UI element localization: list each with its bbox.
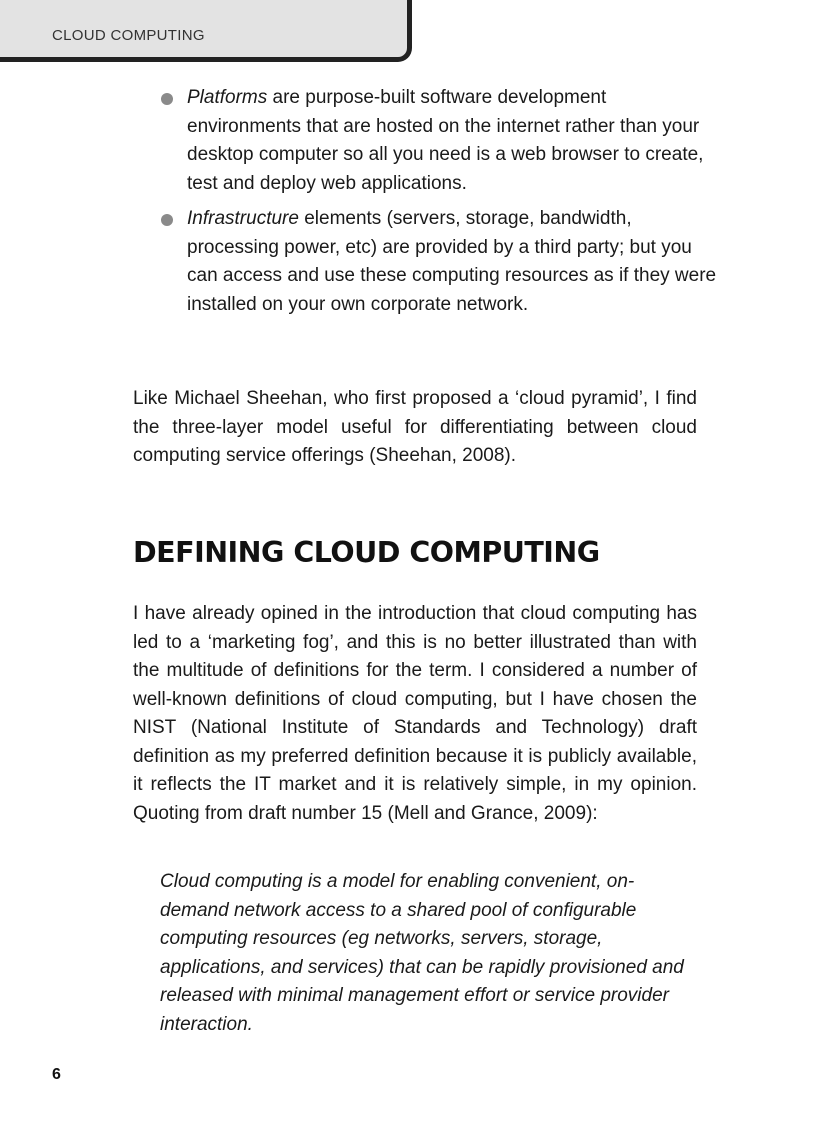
page-number: 6 xyxy=(52,1066,61,1083)
section-heading: DEFINING CLOUD COMPUTING xyxy=(133,536,600,569)
bullet-text: elements (servers, storage, bandwidth, processing power, etc) are provided by a third party; but you can access and use these computing resources as if they were installed on your own corporate network. xyxy=(187,208,717,315)
running-header xyxy=(0,0,412,62)
bullet-item-platforms xyxy=(160,84,720,198)
running-header-label: CLOUD COMPUTING xyxy=(52,27,205,44)
bullet-list xyxy=(160,84,720,326)
bullet-dot-icon xyxy=(161,93,173,105)
bullet-term: Infrastructure xyxy=(187,208,299,229)
block-quote: Cloud computing is a model for enabling convenient, on-demand network access to a shared pool of configurable computing resources (eg networks, servers, storage, applications, and services) that can be rapidly provisioned and released with minimal management effort or service provider interaction. xyxy=(160,871,684,1035)
bullet-text: are purpose-built software development environments that are hosted on the internet rather than your desktop computer so all you need is a web browser to create, test and deploy web applications. xyxy=(187,87,704,194)
bullet-term: Platforms xyxy=(187,87,268,108)
bullet-item-infrastructure xyxy=(160,205,720,319)
paragraph-definitions: I have already opined in the introduction that cloud computing has led to a ‘marketing fog’, and this is no better illustrated than with the multitude of definitions for the term. I considered a number of well-known definitions of cloud computing, but I have chosen the NIST (National Institute of Standards and Technology) draft definition as my preferred definition because it is publicly available, it reflects the IT market and it is relatively simple, in my opinion. Quoting from draft number 15 (Mell and Grance, 2009): xyxy=(133,603,697,824)
bullet-dot-icon xyxy=(161,214,173,226)
paragraph-cloud-pyramid: Like Michael Sheehan, who first proposed a ‘cloud pyramid’, I find the three-layer model useful for differentiating between cloud computing service offerings (Sheehan, 2008). xyxy=(133,388,697,466)
